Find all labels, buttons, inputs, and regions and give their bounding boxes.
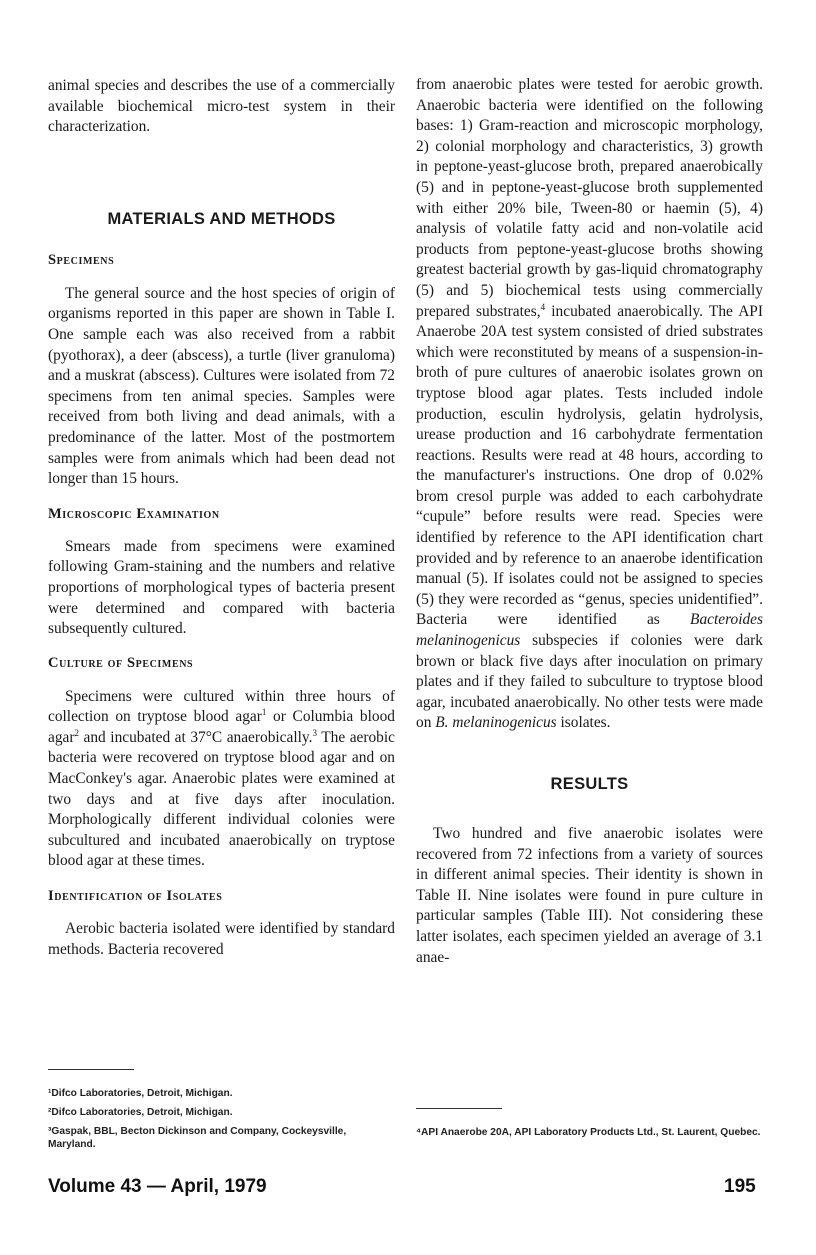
page-number: 195 — [724, 1176, 756, 1197]
footnote-mark-4: 4 — [540, 301, 546, 312]
materials-methods-heading: MATERIALS AND METHODS — [107, 209, 336, 228]
results-paragraph: Two hundred and five anaerobic isolates were recovered from 72 infections from a variety of sources in different animal species. Their identity is shown in Table II. Nine isolates were found in pure culture in particular samples (Table III). Not considering these latter isolates, each specimen yielded an average of 3.1 anae- — [416, 825, 763, 966]
left-column — [48, 76, 395, 960]
right-footnote-rule — [416, 1108, 502, 1109]
species-italic-1: Bacteroides melaninogenicus — [416, 611, 763, 650]
identification-paragraph: Aerobic bacteria isolated were identified by standard methods. Bacteria recovered — [48, 920, 395, 958]
culture-paragraph: Specimens were cultured within three hours of collection on tryptose blood agar$^1$ or Columbia blood agar$^2$ and incubated at 37°C anaerobically.$^3$ The aerobic bacteria were recovered on tryptose blood agar and on MacConkey's agar. Anaerobic plates were examined at two days and at five days after inoculation. Morphologically different individual colonies were subcultured and incubated anaerobically on tryptose blood agar at these times. — [48, 687, 395, 870]
footnote-mark-1: 1 — [261, 707, 267, 718]
results-heading: RESULTS — [550, 775, 629, 793]
footnote-4: ⁴API Anaerobe 20A, API Laboratory Products Ltd., St. Laurent, Quebec. — [416, 1127, 761, 1138]
volume-date: Volume 43 — April, 1979 — [48, 1176, 267, 1197]
footnote-mark-2: 2 — [74, 727, 79, 738]
footnote-2: ²Difco Laboratories, Detroit, Michigan. — [48, 1107, 233, 1118]
specimens-subheading: Specimens — [48, 251, 115, 268]
microscopic-paragraph: Smears made from specimens were examined following Gram-staining and the numbers and relative proportions of morphological types of bacteria present were determined and compared with bacteria subsequently cultured. — [48, 537, 395, 638]
footnote-3: ³Gaspak, BBL, Becton Dickinson and Company, Cockeysville, Maryland. — [48, 1126, 347, 1150]
footnote-1: ¹Difco Laboratories, Detroit, Michigan. — [48, 1088, 233, 1099]
methods-continued-paragraph: from anaerobic plates were tested for aerobic growth. Anaerobic bacteria were identified on the following bases: 1) Gram-reaction and microscopic morphology, 2) colonial morphology and characteristics, 3) growth in peptone-yeast-glucose broth, prepared anaerobically (5) and in peptone-yeast-glucose broth supplemented with either 20% bile, Tween-80 or haemin (5), 4) analysis of volatile fatty acid and non-volatile acid products from peptone-yeast-glucose broths showing greatest bacterial growth by gas-liquid chromatography (5) and 5) biochemical tests using commercially prepared substrates,$^4$ incubated anaerobically. The API Anaerobe 20A test system consisted of dried substrates which were reconstituted by means of a suspension-in-broth of pure cultures of anaerobic isolates grown on tryptose blood agar plates. Tests included indole production, esculin hydrolysis, gelatin hydrolysis, urease production and 16 carbohydrate fermentation reactions. Results were read at 48 hours, according to the manufacturer's instructions. One drop of 0.02% brom cresol purple was added to each carbohydrate “cupule” before results were read. Species were identified by reference to the API identification chart provided and by reference to an anaerobe identification manual (5). If isolates could not be assigned to species (5) they were recorded as “genus, species unidentified”. Bacteria were identified as Bacteroides melaninogenicus subspecies if colonies were dark brown or black five days after inoculation on primary plates and if they failed to subculture to tryptose blood agar, incubated anaerobically. No other tests were made on B. melaninogenicus isolates. — [416, 76, 763, 732]
culture-subheading: Culture of Specimens — [48, 654, 194, 671]
specimens-paragraph: The general source and the host species of origin of organisms reported in this paper are shown in Table I. One sample each was also received from a rabbit (pyothorax), a deer (abscess), a turtle (liver granuloma) and a muskrat (abscess). Cultures were isolated from 72 specimens from ten animal species. Samples were received from both living and dead animals, with a predominance of the latter. Most of the postmortem samples were from animals which had been dead not longer than 15 hours. — [48, 284, 395, 488]
species-italic-2: B. melaninogenicus — [435, 714, 557, 732]
intro-paragraph: animal species and describes the use of a commercially available biochemical micro-test system in their characterization. — [48, 77, 395, 136]
left-footnote-rule — [48, 1069, 134, 1070]
microscopic-subheading: Microscopic Examination — [48, 505, 220, 522]
footnote-mark-3: 3 — [312, 727, 317, 738]
right-column — [416, 75, 763, 968]
identification-subheading: Identification of Isolates — [48, 888, 223, 905]
